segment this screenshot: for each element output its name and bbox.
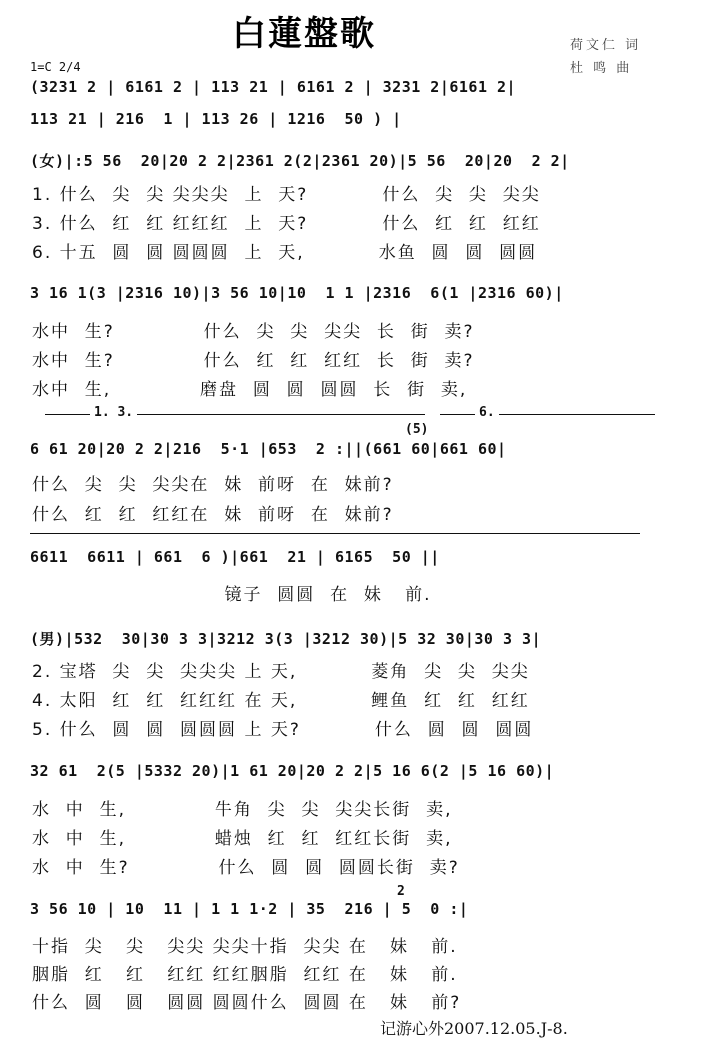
male-melody-1: (男)|532 30|30 3 3|3212 3(3 |3212 30)|5 32 30|30 3 3| bbox=[30, 630, 542, 648]
female-lyric-1-3: 6. 十五 圆 圆 圆圆圆 上 天, 水鱼 圆 圆 圆圆 bbox=[32, 243, 538, 263]
female-melody-1: (女)|:5 56 20|20 2 2|2361 2(2|2361 20)|5 56 20|20 2 2| bbox=[30, 152, 570, 170]
male-lyric-3-1: 十指 尖 尖 尖尖 尖尖十指 尖尖 在 妹 前. bbox=[32, 937, 458, 957]
key-signature: 1=C 2/4 bbox=[30, 60, 81, 74]
grace-note: 2 bbox=[397, 884, 405, 899]
male-lyric-3-3: 什么 圆 圆 圆圆 圆圆什么 圆圆 在 妹 前? bbox=[32, 993, 462, 1013]
female-lyric-4-1: 镜子 圆圆 在 妹 前. bbox=[32, 585, 432, 605]
male-lyric-2-3: 水 中 生? 什么 圆 圆 圆圆长街 卖? bbox=[32, 858, 460, 878]
male-melody-2: 32 61 2(5 |5332 20)|1 61 20|20 2 2|5 16 6(2 |5 16 60)| bbox=[30, 762, 555, 780]
female-lyric-2-1: 水中 生? 什么 尖 尖 尖尖 长 街 卖? bbox=[32, 322, 475, 342]
female-lyric-3-1: 什么 尖 尖 尖尖在 妹 前呀 在 妹前? bbox=[32, 475, 394, 495]
female-melody-3: 6 61 20|20 2 2|216 5·1 |653 2 :||(661 60|661 60| bbox=[30, 440, 507, 458]
male-melody-3: 3 56 10 | 10 11 | 1 1 1·2 | 35 216 | 5 0 :| bbox=[30, 900, 469, 918]
male-lyric-2-2: 水 中 生, 蜡烛 红 红 红红长街 卖, bbox=[32, 829, 453, 849]
ending-label-6: 6. bbox=[475, 405, 499, 420]
female-lyric-3-2: 什么 红 红 红红在 妹 前呀 在 妹前? bbox=[32, 505, 394, 525]
ending-bracket-bottom bbox=[30, 533, 640, 534]
lyricist-credit: 荷文仁 词 bbox=[570, 38, 642, 53]
intro-line-1: (3231 2 | 6161 2 | 113 21 | 6161 2 | 3231 2|6161 2| bbox=[30, 78, 517, 96]
ending-bracket-line-b bbox=[440, 414, 655, 415]
male-lyric-1-2: 4. 太阳 红 红 红红红 在 天, 鲤鱼 红 红 红红 bbox=[32, 691, 530, 711]
song-title: 白蓮盤歌 bbox=[232, 14, 376, 54]
female-lyric-2-3: 水中 生, 磨盘 圆 圆 圆圆 长 街 卖, bbox=[32, 380, 468, 400]
composer-credit: 杜 鸣 曲 bbox=[570, 61, 633, 76]
male-lyric-3-2: 胭脂 红 红 红红 红红胭脂 红红 在 妹 前. bbox=[32, 965, 458, 985]
female-lyric-2-2: 水中 生? 什么 红 红 红红 长 街 卖? bbox=[32, 351, 475, 371]
male-lyric-1-1: 2. 宝塔 尖 尖 尖尖尖 上 天, 菱角 尖 尖 尖尖 bbox=[32, 662, 530, 682]
fermata-mark: (5) bbox=[405, 422, 429, 437]
transcriber-signature: 记游心外2007.12.05.J-8. bbox=[380, 1019, 568, 1038]
female-melody-4: 6611 6611 | 661 6 )|661 21 | 6165 50 || bbox=[30, 548, 440, 566]
female-melody-2: 3 16 1(3 |2316 10)|3 56 10|10 1 1 |2316 6(1 |2316 60)| bbox=[30, 284, 564, 302]
female-lyric-1-1: 1. 什么 尖 尖 尖尖尖 上 天? 什么 尖 尖 尖尖 bbox=[32, 185, 541, 205]
male-lyric-2-1: 水 中 生, 牛角 尖 尖 尖尖长街 卖, bbox=[32, 800, 453, 820]
intro-line-2: 113 21 | 216 1 | 113 26 | 1216 50 ) | bbox=[30, 110, 402, 128]
male-lyric-1-3: 5. 什么 圆 圆 圆圆圆 上 天? 什么 圆 圆 圆圆 bbox=[32, 720, 534, 740]
female-lyric-1-2: 3. 什么 红 红 红红红 上 天? 什么 红 红 红红 bbox=[32, 214, 541, 234]
ending-label-1-3: 1. 3. bbox=[90, 405, 137, 420]
